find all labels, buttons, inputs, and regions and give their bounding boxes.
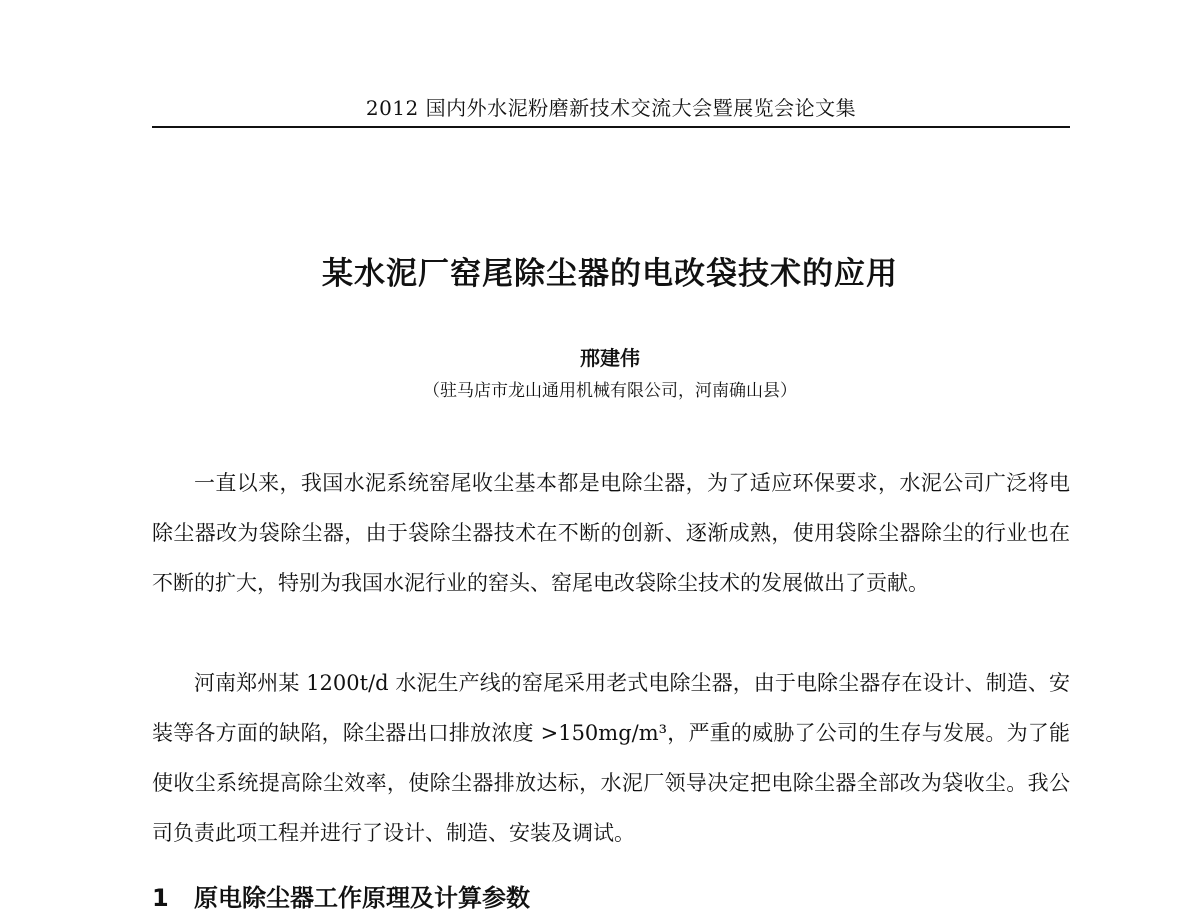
section-number: 1 — [152, 884, 169, 912]
header-rule — [152, 126, 1070, 128]
author-name: 邢建伟 — [580, 346, 640, 370]
body-paragraph: 河南郑州某 1200t/d 水泥生产线的窑尾采用老式电除尘器，由于电除尘器存在设计、制造、安装等各方面的缺陷，除尘器出口排放浓度 >150mg/m³，严重的威胁了公司的生存与发展。为了能使收尘系统提高除尘效率，使除尘器排放达标，水泥厂领导决定把电除尘器全部改为袋收尘。我公司负责此项工程并进行了设计、制造、安装及调试。 — [152, 671, 1070, 845]
section-title: 原电除尘器工作原理及计算参数 — [194, 884, 530, 912]
running-header: 2012 国内外水泥粉磨新技术交流大会暨展览会论文集 — [365, 96, 857, 120]
section-heading — [152, 878, 1070, 913]
author-affiliation: （驻马店市龙山通用机械有限公司，河南确山县） — [423, 381, 797, 401]
body-paragraph: 一直以来，我国水泥系统窑尾收尘基本都是电除尘器，为了适应环保要求，水泥公司广泛将电除尘器改为袋除尘器，由于袋除尘器技术在不断的创新、逐渐成熟，使用袋除尘器除尘的行业也在不断的扩大，特别为我国水泥行业的窑头、窑尾电改袋除尘技术的发展做出了贡献。 — [152, 471, 1070, 595]
article-title: 某水泥厂窑尾除尘器的电改袋技术的应用 — [322, 256, 898, 292]
